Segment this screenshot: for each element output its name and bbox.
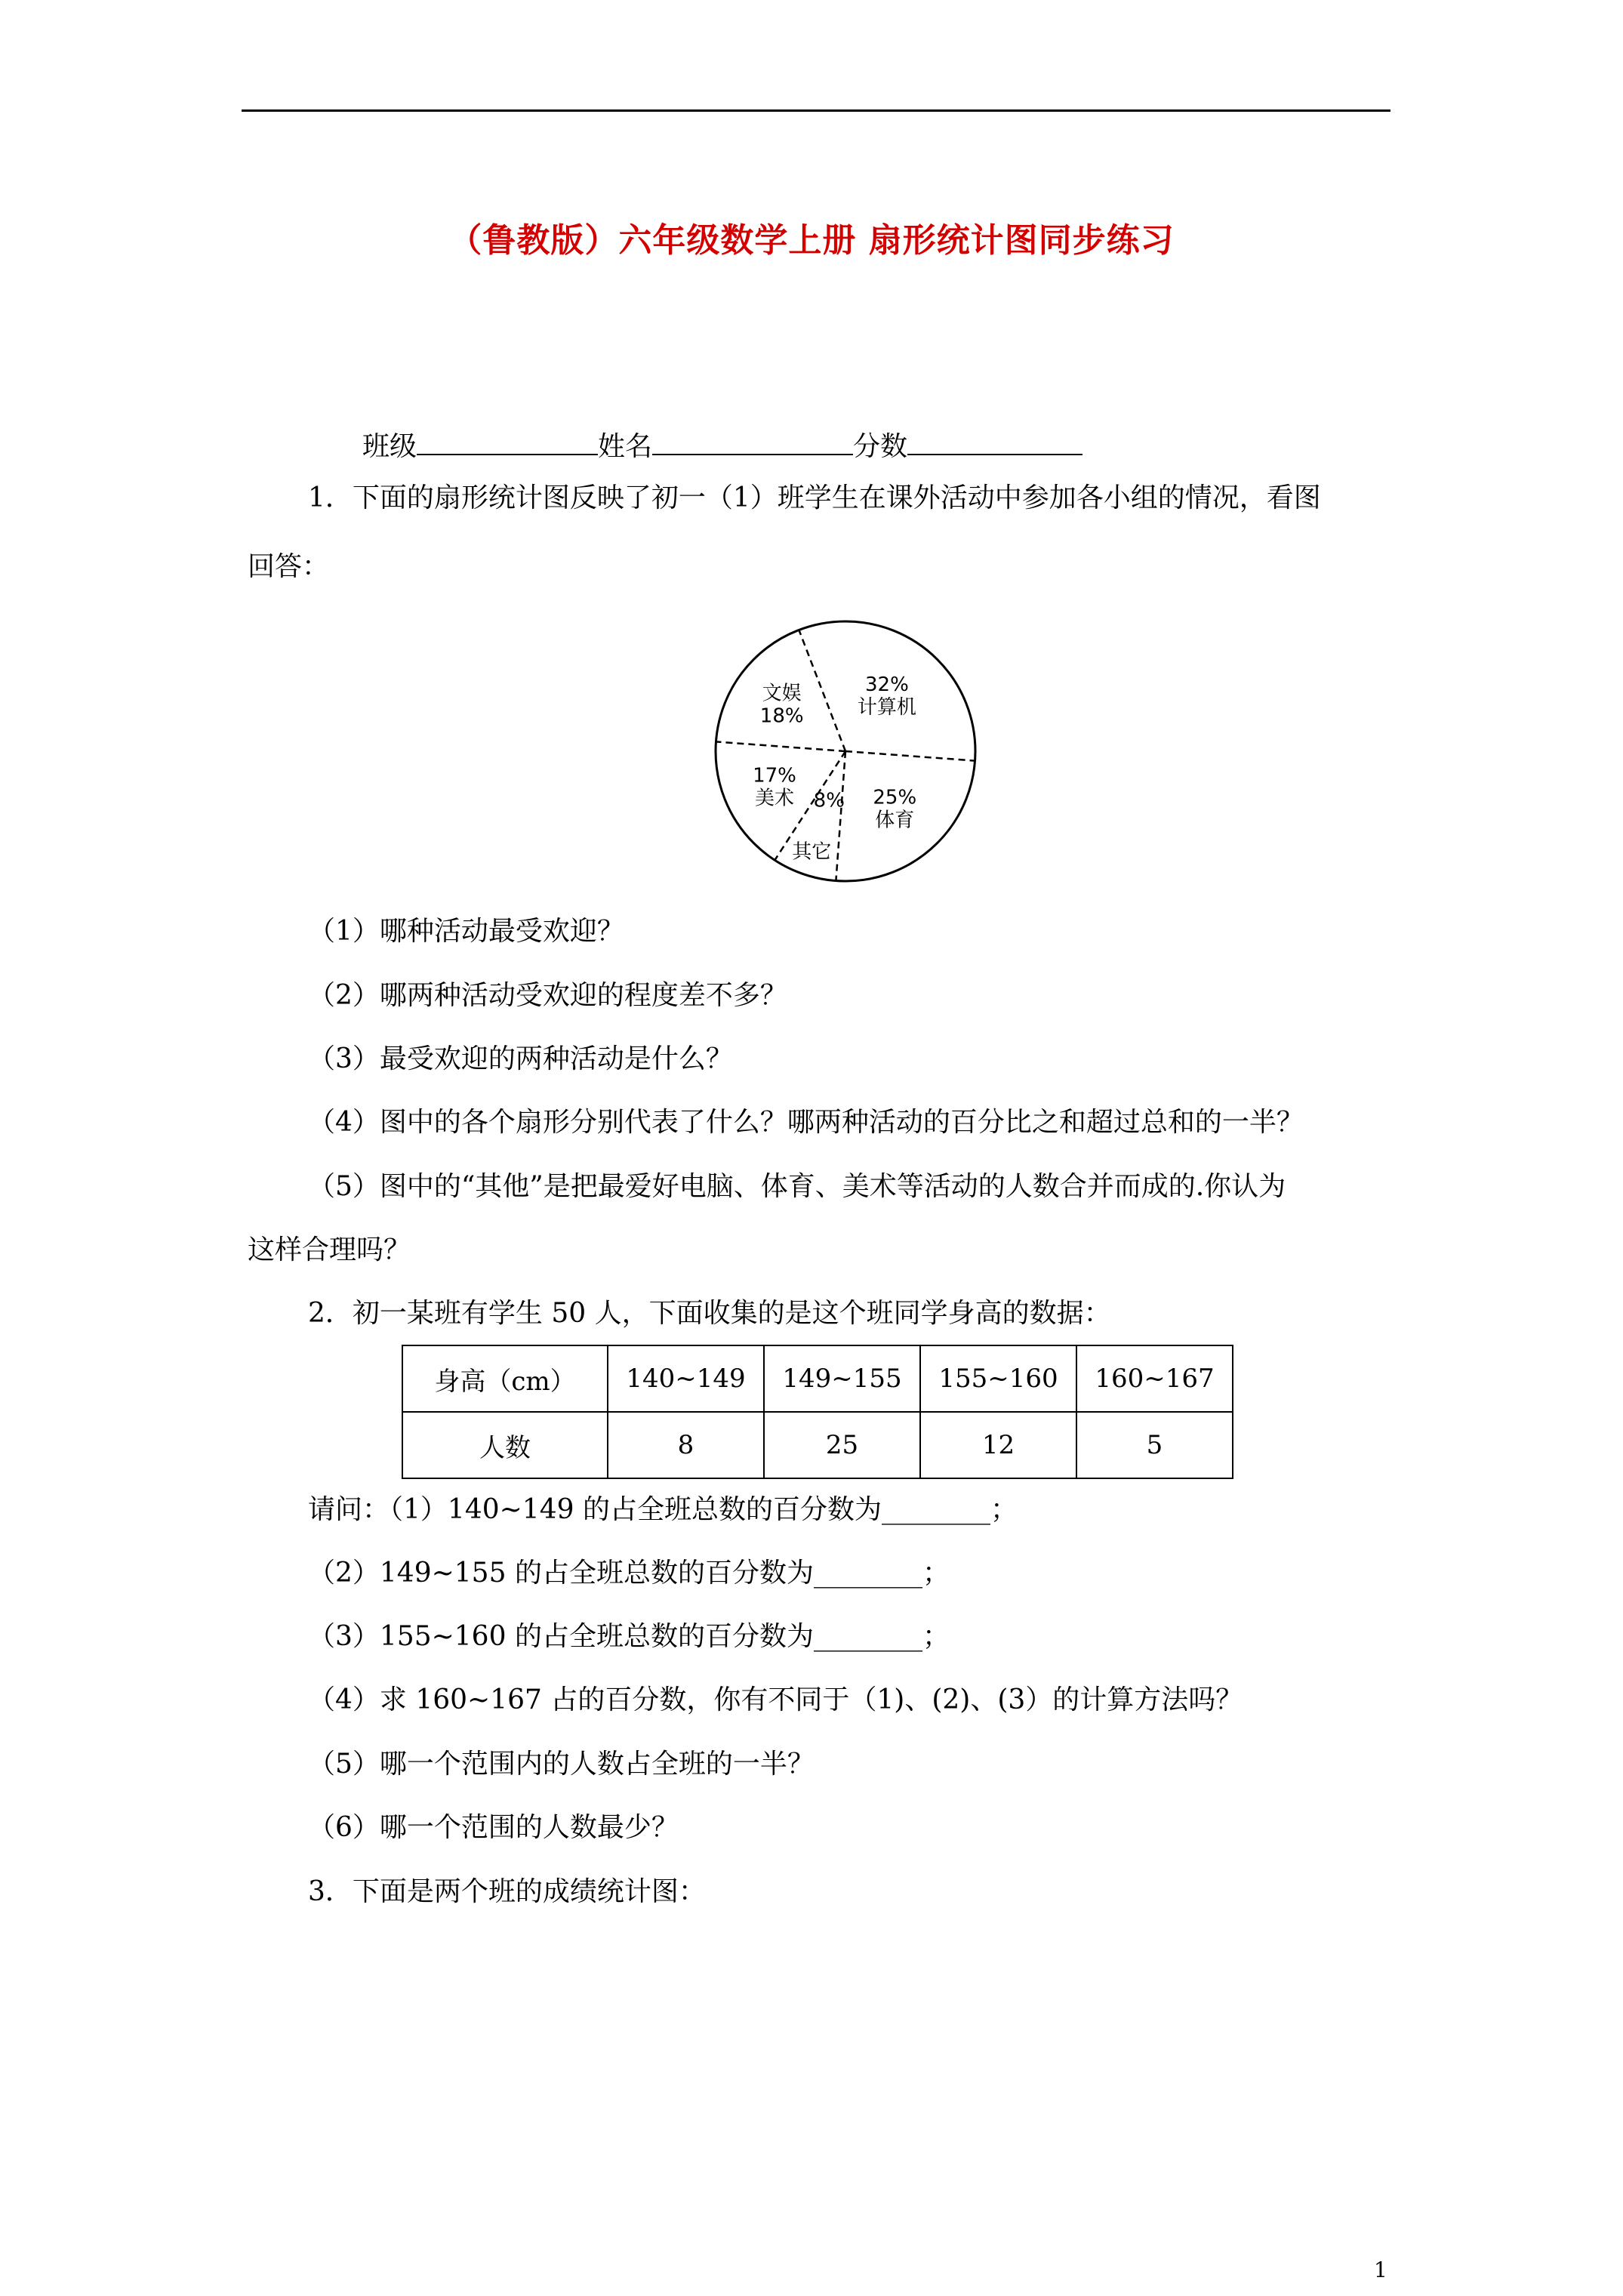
table-row	[402, 1412, 1233, 1478]
q1-sub-1: （1）哪种活动最受欢迎？	[308, 916, 624, 947]
pie-label-text: 8%	[813, 789, 845, 812]
q3-stem: 3．下面是两个班的成绩统计图：	[308, 1876, 706, 1907]
pie-slice-label	[792, 841, 831, 864]
pie-label-text: 25%	[873, 786, 917, 809]
q2-stem: 2．初一某班有学生 50 人，下面收集的是这个班同学身高的数据：	[308, 1298, 1111, 1329]
table-cell: 140~149	[608, 1345, 764, 1412]
table-cell: 160~167	[1076, 1345, 1233, 1412]
q1-stem-line2: 回答：	[248, 551, 330, 582]
score-label: 分数	[853, 431, 908, 462]
q1-sub-5: （5）图中的“其他”是把最爱好电脑、体育、美术等活动的人数合并而成的.你认为	[308, 1171, 1286, 1202]
pie-label-text: 18%	[759, 704, 804, 728]
q2-sub-2: （2）149~155 的占全班总数的百分数为________；	[308, 1558, 950, 1589]
table-cell: 人数	[402, 1412, 608, 1478]
table-cell: 5	[1076, 1412, 1233, 1478]
header-rule	[242, 109, 1390, 112]
q2-sub-4: （4）求 160~167 占的百分数，你有不同于（1)、(2)、(3）的计算方法吗？	[308, 1684, 1243, 1715]
q2-sub-1-line	[308, 1493, 1018, 1527]
pie-label-text: 其它	[792, 840, 832, 864]
score-blank[interactable]	[907, 428, 1083, 455]
table-cell: 8	[608, 1412, 764, 1478]
q1-sub-4: （4）图中的各个扇形分别代表了什么？哪两种活动的百分比之和超过总和的一半？	[308, 1107, 1304, 1138]
pie-label-text: 美术	[754, 787, 795, 810]
pie-slice-label	[873, 787, 916, 832]
pie-slice-label	[753, 765, 796, 810]
page-number: 1	[1374, 2257, 1387, 2282]
name-blank[interactable]	[652, 428, 853, 455]
table-cell: 12	[920, 1412, 1076, 1478]
table-cell: 25	[764, 1412, 920, 1478]
class-blank[interactable]	[417, 428, 598, 455]
height-table	[402, 1345, 1233, 1479]
pie-chart	[710, 615, 981, 887]
q1-stem-line1: 1．下面的扇形统计图反映了初一（1）班学生在课外活动中参加各小组的情况，看图	[308, 482, 1321, 513]
q1-sub-5-cont: 这样合理吗？	[248, 1234, 411, 1265]
table-row	[402, 1345, 1233, 1412]
q2-sub-3: （3）155~160 的占全班总数的百分数为________；	[308, 1621, 950, 1652]
pie-label-text: 文娱	[762, 682, 802, 705]
table-cell: 身高（cm）	[402, 1345, 608, 1412]
pie-label-text: 体育	[875, 809, 915, 832]
pie-label-text: 计算机	[857, 696, 916, 720]
q2-ask-prefix: 请问：	[308, 1494, 390, 1525]
q2-sub-1: （1）140~149 的占全班总数的百分数为________；	[390, 1494, 1018, 1525]
q2-sub-6: （6）哪一个范围的人数最少？	[308, 1812, 679, 1843]
name-label: 姓名	[598, 431, 653, 462]
pie-label-text: 32%	[865, 673, 909, 697]
table-cell: 155~160	[920, 1345, 1076, 1412]
class-label: 班级	[362, 431, 417, 462]
pie-chart-svg	[710, 615, 981, 887]
table-cell: 149~155	[764, 1345, 920, 1412]
document-title: （鲁教版）六年级数学上册 扇形统计图同步练习	[448, 221, 1175, 260]
student-info-line	[362, 428, 1083, 464]
q2-sub-5: （5）哪一个范围内的人数占全班的一半？	[308, 1749, 815, 1780]
pie-slice-label	[858, 673, 916, 719]
pie-label-text: 17%	[753, 764, 796, 787]
q1-sub-3: （3）最受欢迎的两种活动是什么？	[308, 1043, 733, 1074]
q1-sub-2: （2）哪两种活动受欢迎的程度差不多？	[308, 980, 787, 1011]
pie-slice-label	[760, 682, 804, 727]
